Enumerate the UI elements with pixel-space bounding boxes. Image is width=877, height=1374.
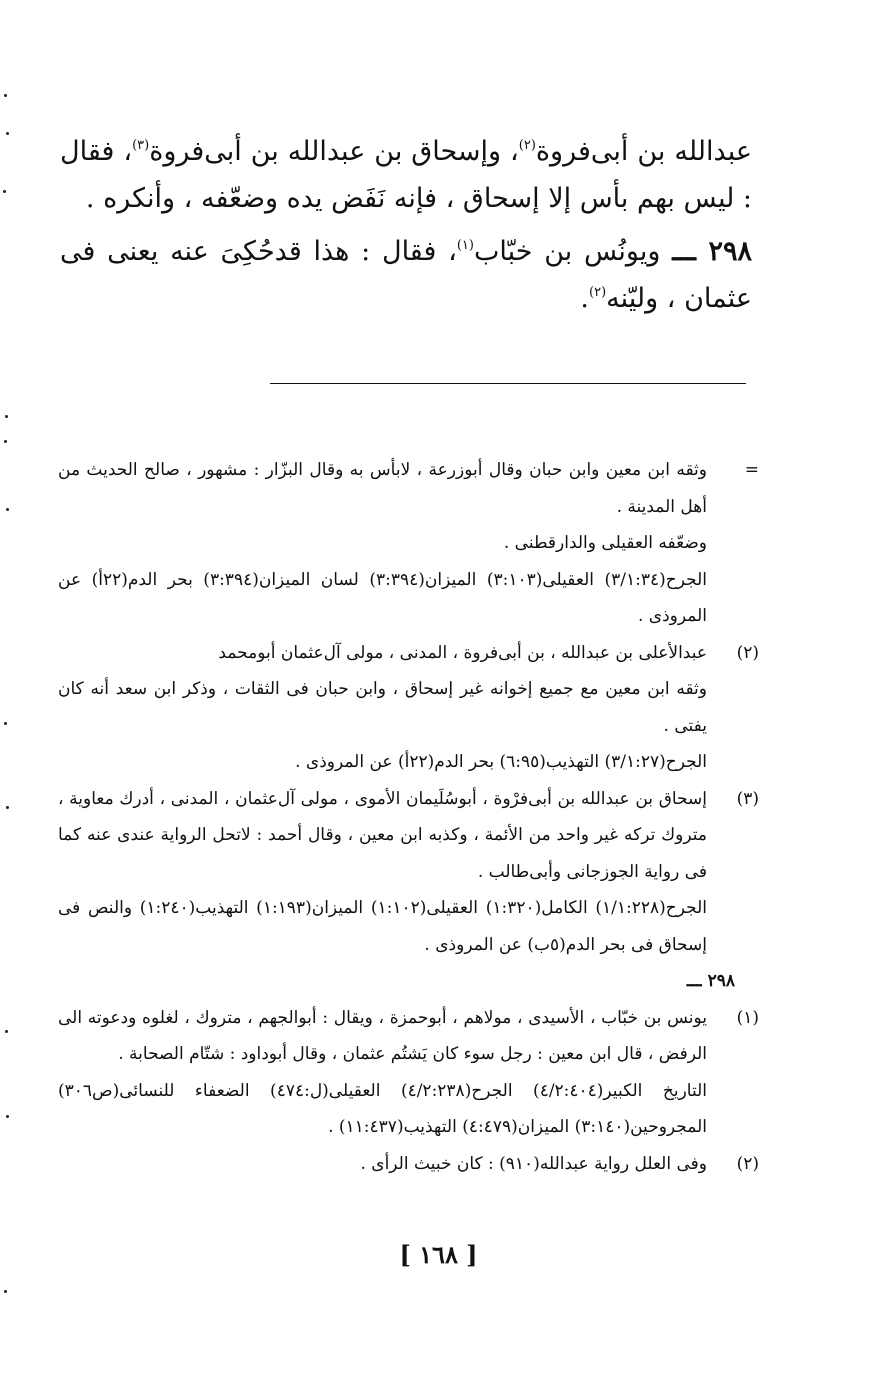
footnote-marker: = (744, 460, 759, 480)
scan-speck (4, 94, 7, 97)
footnote-298-2 (58, 1146, 759, 1183)
scan-speck (5, 1030, 8, 1033)
footnote-line: التاريخ الكبير(٤/٢:٤٠٤) الجرح(٤/٢:٢٣٨) العقيلى(ل:٤٧٤) الضعفاء للنسائى(ص٣٠٦) المجروحين(٣:١٤٠) الميزان(٤:٤٧٩) التهذيب(١١:٤٣٧) . (58, 1080, 707, 1137)
scan-speck (4, 1290, 7, 1293)
scan-speck (6, 1115, 9, 1118)
entry-number: ٢٩٨ ـــ (672, 236, 752, 267)
scan-speck (6, 132, 9, 135)
footnote-line: إسحاق بن عبدالله بن أبى‌فرْوة ، أبوسُلَيمان الأموى ، مولى آل‌عثمان ، المدنى ، أدرك معاوية ، متروك تركه غير واحد من الأئمة ، وكذبه ابن معين ، وقال أحمد : لاتحل الرواية عندى عنه كما فى رواية الجوزجانى وأبى‌طالب . (58, 788, 707, 882)
scan-speck (4, 440, 7, 443)
footnote-line: وفى العلل رواية عبدالله(٩١٠) : كان خبيث الرأى . (360, 1153, 707, 1174)
main-text-segment: عبدالله بن أبى‌فروة (535, 136, 752, 167)
footnote-line: وثقه ابن معين مع جميع إخوانه غير إسحاق ، وابن حبان فى الثقات ، وذكر ابن سعد أنه كان يفتى . (58, 679, 707, 736)
scan-speck (6, 508, 9, 511)
footnote-marker: (٣) (736, 788, 759, 809)
footnote-continued (58, 452, 759, 635)
footnote-separator (270, 383, 746, 384)
scan-speck (4, 722, 7, 725)
footnote-marker: (٢) (736, 1153, 759, 1174)
footnote-line: الجرح(١/١:٢٢٨) الكامل(١:٣٢٠) العقيلى(١:١٠٢) الميزان(١:١٩٣) التهذيب(١:٢٤٠) والنص فى إسحاق فى بحر الدم(٥ب) عن المروذى . (58, 898, 707, 955)
footnote-reference[interactable]: (٣) (132, 138, 150, 153)
main-text-segment: . (580, 283, 590, 314)
footnote-line: وثقه ابن معين وابن حبان وقال أبوزرعة ، لابأس به وقال البزّار : مشهور ، صالح الحديث من أهل المدينة . (58, 460, 707, 517)
footnotes (58, 452, 759, 1182)
scan-speck (6, 806, 9, 809)
footnote-2 (58, 635, 759, 781)
footnote-section-heading: ٢٩٨ ـــ (686, 971, 735, 991)
scan-speck (5, 415, 8, 418)
main-text-segment: ، وإسحاق بن عبدالله بن أبى‌فروة (149, 136, 519, 167)
footnote-line: الجرح(٣/١:٣٤) العقيلى(٣:١٠٣) الميزان(٣:٣٩٤) لسان الميزان(٣:٣٩٤) بحر الدم(٢٢أ) عن المروذى . (58, 569, 708, 626)
footnote-3 (58, 781, 759, 964)
footnote-reference[interactable]: (٢) (518, 138, 536, 153)
footnote-marker: (٢) (736, 642, 759, 663)
scan-speck (3, 190, 6, 193)
footnote-298-1 (58, 1000, 759, 1146)
footnote-line: وضعّفه العقيلى والدارقطنى . (503, 533, 707, 553)
main-text (60, 128, 752, 322)
footnote-line: يونس بن خبّاب ، الأسيدى ، مولاهم ، أبوحمزة ، ويقال : أبوالجهم ، متروك ، لغلوه ودعوته الى الرفض ، قال ابن معين : رجل سوء كان يَشتُم عثمان ، وقال أبوداود : شتّام الصحابة . (58, 1007, 707, 1064)
footnote-line: عبدالأعلى بن عبدالله ، بن أبى‌فروة ، المدنى ، مولى آل‌عثمان أبومحمد (218, 642, 707, 663)
footnote-line: الجرح(٣/١:٢٧) التهذيب(٦:٩٥) بحر الدم(٢٢أ) عن المروذى . (295, 752, 707, 772)
footnote-marker: (١) (736, 1007, 759, 1028)
page-number: [ ١٦٨ ] (399, 1240, 478, 1269)
main-text-segment: ، فقال : ليس بهم بأس إلا إسحاق ، فإنه نَفَض يده وضعّفه ، وأنكره . (60, 136, 752, 214)
main-paragraph-1 (60, 128, 752, 222)
footnote-reference[interactable]: (١) (456, 238, 474, 253)
main-text-segment: ، فقال : هذا قدحُكِىَ عنه يعنى فى عثمان ، وليّنه (60, 236, 752, 314)
main-paragraph-2 (60, 228, 752, 322)
main-text-segment: ويونُس بن خبّاب (473, 236, 661, 267)
footnote-reference[interactable]: (٢) (589, 285, 607, 300)
